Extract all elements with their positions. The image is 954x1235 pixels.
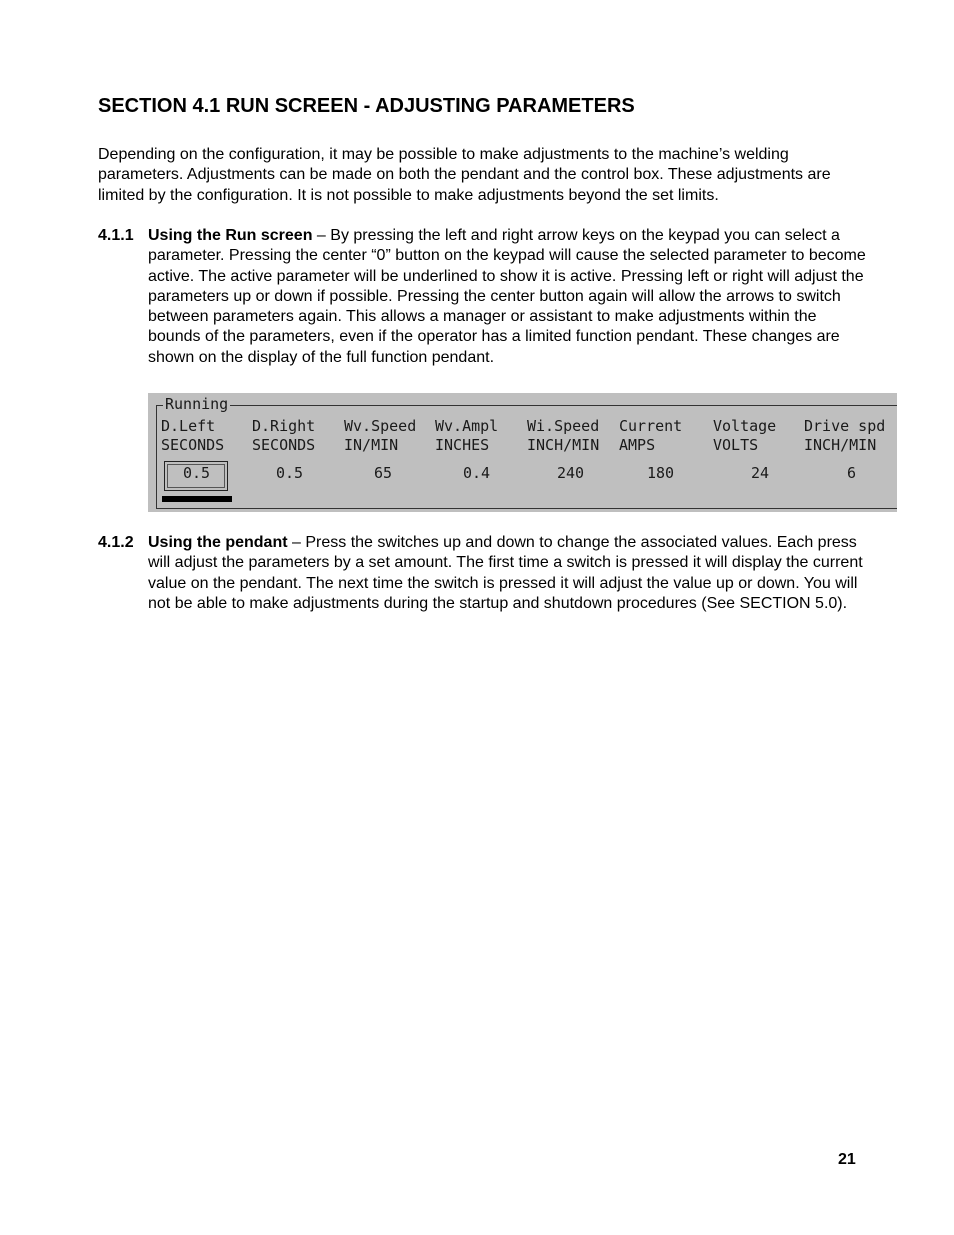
running-label: Running — [165, 395, 229, 413]
param-unit: IN/MIN — [344, 436, 399, 454]
param-d-right[interactable] — [252, 417, 342, 482]
run-screen-display — [148, 393, 897, 512]
param-value: 180 — [647, 464, 675, 482]
param-value: 6 — [847, 464, 857, 482]
section-heading: SECTION 4.1 RUN SCREEN - ADJUSTING PARAMETERS — [98, 95, 635, 117]
param-d-left[interactable] — [161, 417, 251, 455]
param-name: Voltage — [713, 417, 777, 435]
param-unit: INCH/MIN — [804, 436, 877, 454]
param-name: Wv.Speed — [344, 417, 417, 435]
param-wi-speed[interactable] — [527, 417, 617, 482]
frame-border — [156, 405, 897, 406]
param-voltage[interactable] — [713, 417, 803, 482]
param-name: D.Right — [252, 417, 316, 435]
param-value: 24 — [751, 464, 770, 482]
subsection-number: 4.1.2 — [98, 534, 134, 551]
param-unit: SECONDS — [252, 436, 316, 454]
param-name: Drive spd — [804, 417, 886, 435]
subsection-pendant — [98, 533, 868, 614]
param-unit: SECONDS — [161, 436, 225, 454]
param-unit: AMPS — [619, 436, 656, 454]
param-value: 0.5 — [183, 464, 211, 482]
param-drive-spd[interactable] — [804, 417, 894, 482]
param-value: 0.5 — [276, 464, 304, 482]
param-unit: VOLTS — [713, 436, 759, 454]
active-underline — [162, 496, 232, 502]
frame-border — [156, 508, 897, 509]
subsection-text: – By pressing the left and right arrow keys on the keypad you can select a parameter. Pressing the center “0” button on the keypad will cause the selected parameter to become active. The active parameter will be underlined to show it is active. Pressing left or right will adjust the parameters up or down if possible. Pressing the center button again will allow the arrows to switch between parameters again. This allows a manager or assistant to make adjustments within the bounds of the parameters, even if the operator has a limited function pendant. These changes are shown on the display of the full function pendant. — [148, 227, 866, 366]
param-unit: INCHES — [435, 436, 490, 454]
param-current[interactable] — [619, 417, 709, 482]
param-name: Current — [619, 417, 683, 435]
page-number: 21 — [838, 1151, 856, 1168]
subsection-body — [148, 533, 868, 614]
param-wv-ampl[interactable] — [435, 417, 525, 482]
subsection-number: 4.1.1 — [98, 227, 134, 244]
intro-paragraph: Depending on the configuration, it may be possible to make adjustments to the machine’s welding parameters. Adjustments can be made on both the pendant and the control box. These adjustments are limited by the configuration. It is not possible to make adjustments beyond the set limits. — [98, 146, 831, 204]
subsection-text: – Press the switches up and down to change the associated values. Each press will adjust the parameters by a set amount. The first time a switch is pressed it will display the current value on the pendant. The next time the switch is pressed it will adjust the value up or down. You will not be able to make adjustments during the startup and shutdown procedures (See SECTION 5.0). — [148, 534, 863, 612]
frame-border — [156, 405, 157, 508]
subsection-run-screen — [98, 226, 868, 368]
param-name: Wi.Speed — [527, 417, 600, 435]
param-value: 0.4 — [463, 464, 491, 482]
param-name: Wv.Ampl — [435, 417, 499, 435]
param-unit: INCH/MIN — [527, 436, 600, 454]
param-name: D.Left — [161, 417, 216, 435]
subsection-body — [148, 226, 868, 368]
param-value: 240 — [557, 464, 585, 482]
subsection-title: Using the Run screen — [148, 227, 313, 244]
param-wv-speed[interactable] — [344, 417, 434, 482]
subsection-title: Using the pendant — [148, 534, 288, 551]
param-value: 65 — [374, 464, 393, 482]
